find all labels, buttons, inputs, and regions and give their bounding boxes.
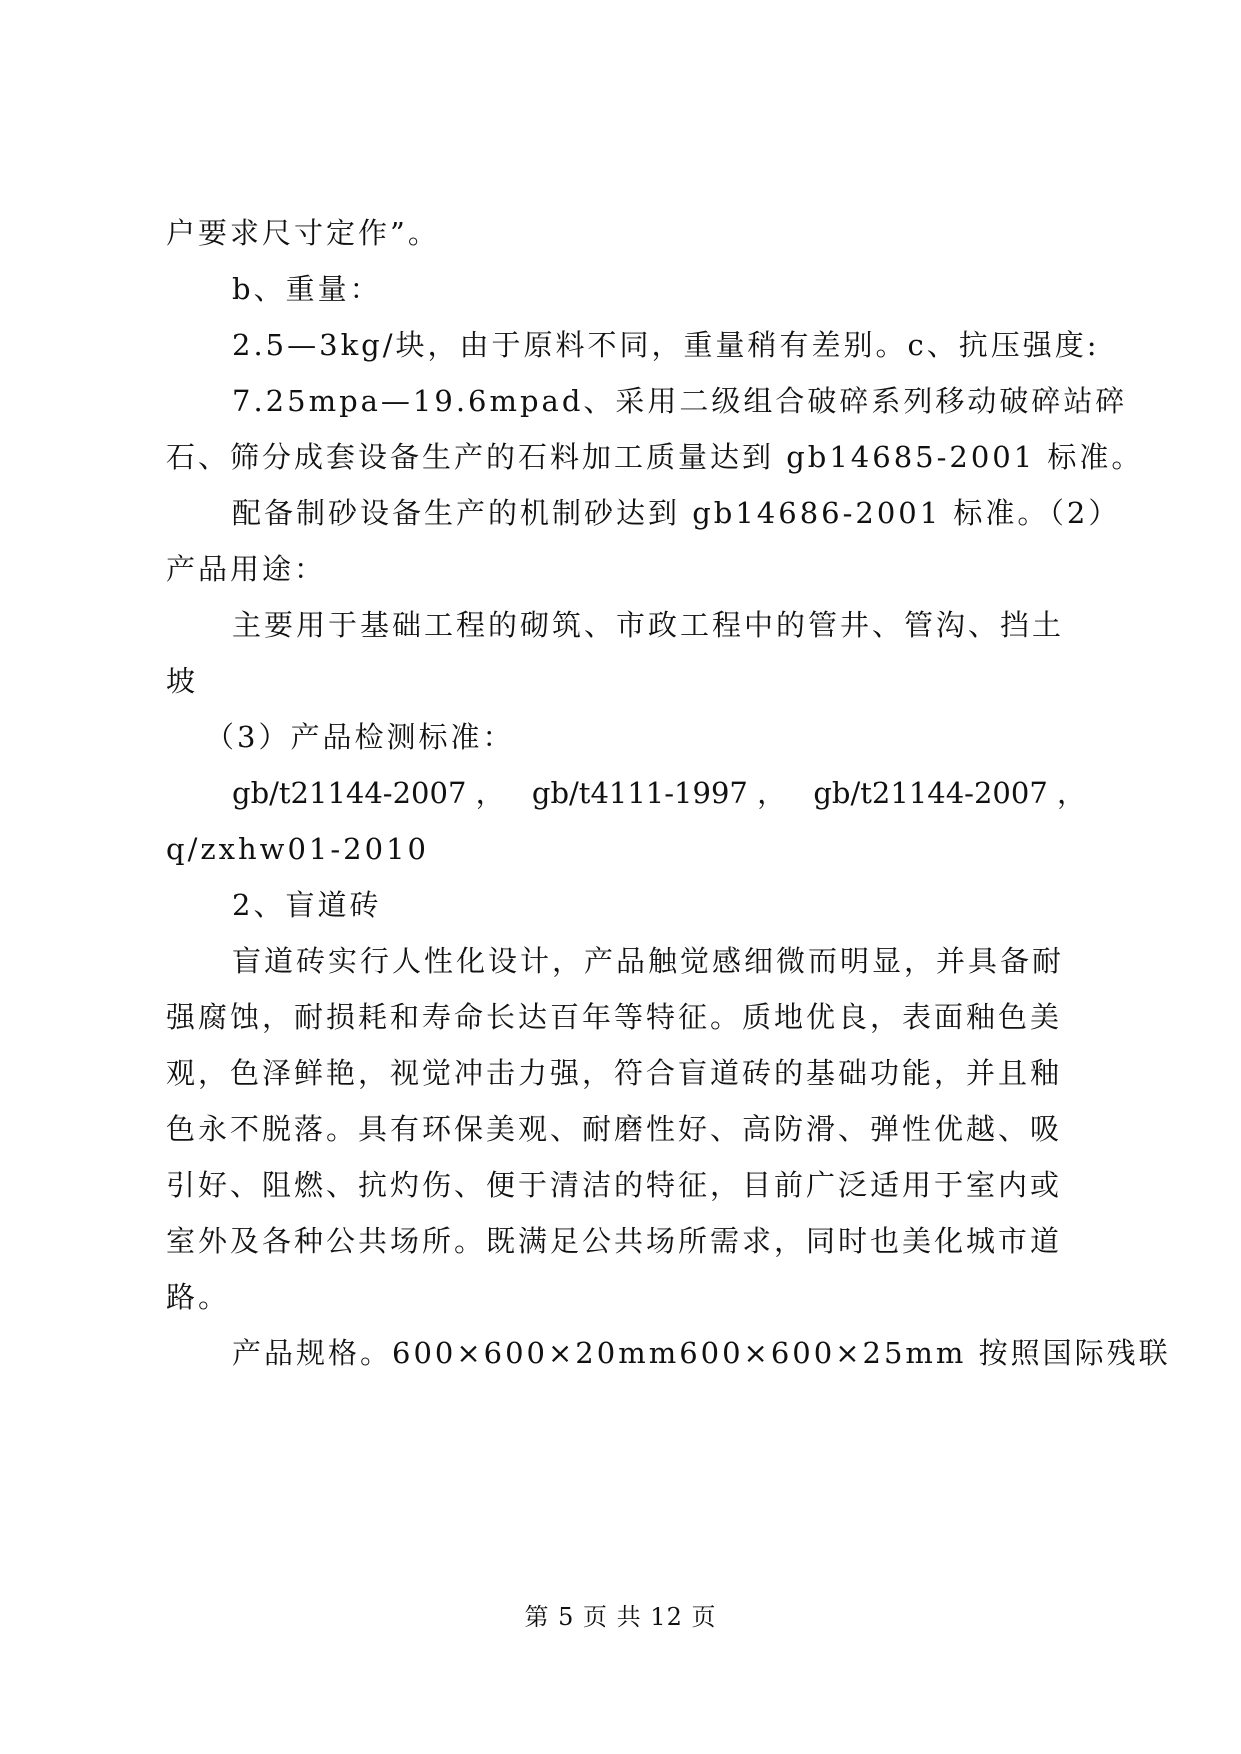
text-line-3: 2.5—3kg/块，由于原料不同，重量稍有差别。c、抗压强度: [232, 328, 1100, 362]
standard-3: gb/t21144-2007 ， [813, 776, 1086, 810]
text-line-8: 主要用于基础工程的砌筑、市政工程中的管井、管沟、挡土 [232, 608, 1065, 642]
text-line-12: 2、盲道砖 [232, 888, 382, 922]
standards-line [232, 773, 1086, 813]
text-line-15: 观，色泽鲜艳，视觉冲击力强，符合盲道砖的基础功能，并且釉 [166, 1056, 1063, 1090]
text-line-9: 坡 [166, 664, 199, 698]
text-line-4: 7.25mpa—19.6mpad、采用二级组合破碎系列移动破碎站碎 [232, 384, 1128, 418]
text-line-20: 产品规格。600×600×20mm600×600×25mm 按照国际残联 [232, 1336, 1171, 1370]
text-line-16: 色永不脱落。具有环保美观、耐磨性好、高防滑、弹性优越、吸 [166, 1112, 1063, 1146]
text-line-7: 产品用途： [166, 552, 327, 586]
text-line-13: 盲道砖实行人性化设计，产品触觉感细微而明显，并具备耐 [232, 944, 1065, 978]
text-line-17: 引好、阻燃、抗灼伤、便于清洁的特征，目前广泛适用于室内或 [166, 1168, 1063, 1202]
text-line-2: b、重量： [232, 272, 382, 306]
text-line-1: 户要求尺寸定作”。 [166, 216, 440, 250]
text-line-10: （3）产品检测标准： [205, 720, 515, 754]
text-line-5: 石、筛分成套设备生产的石料加工质量达到 gb14685-2001 标准。 [166, 440, 1144, 474]
text-line-18: 室外及各种公共场所。既满足公共场所需求，同时也美化城市道 [166, 1224, 1063, 1258]
text-line-14: 强腐蚀，耐损耗和寿命长达百年等特征。质地优良，表面釉色美 [166, 1000, 1063, 1034]
text-line-11: q/zxhw01-2010 [166, 832, 429, 866]
page-footer: 第 5 页 共 12 页 [524, 1603, 717, 1631]
text-line-19: 路。 [166, 1280, 231, 1314]
standard-1: gb/t21144-2007 ， [232, 776, 505, 810]
standard-2: gb/t4111-1997 ， [531, 776, 787, 810]
text-line-6: 配备制砂设备生产的机制砂达到 gb14686-2001 标准。（2） [232, 496, 1121, 530]
